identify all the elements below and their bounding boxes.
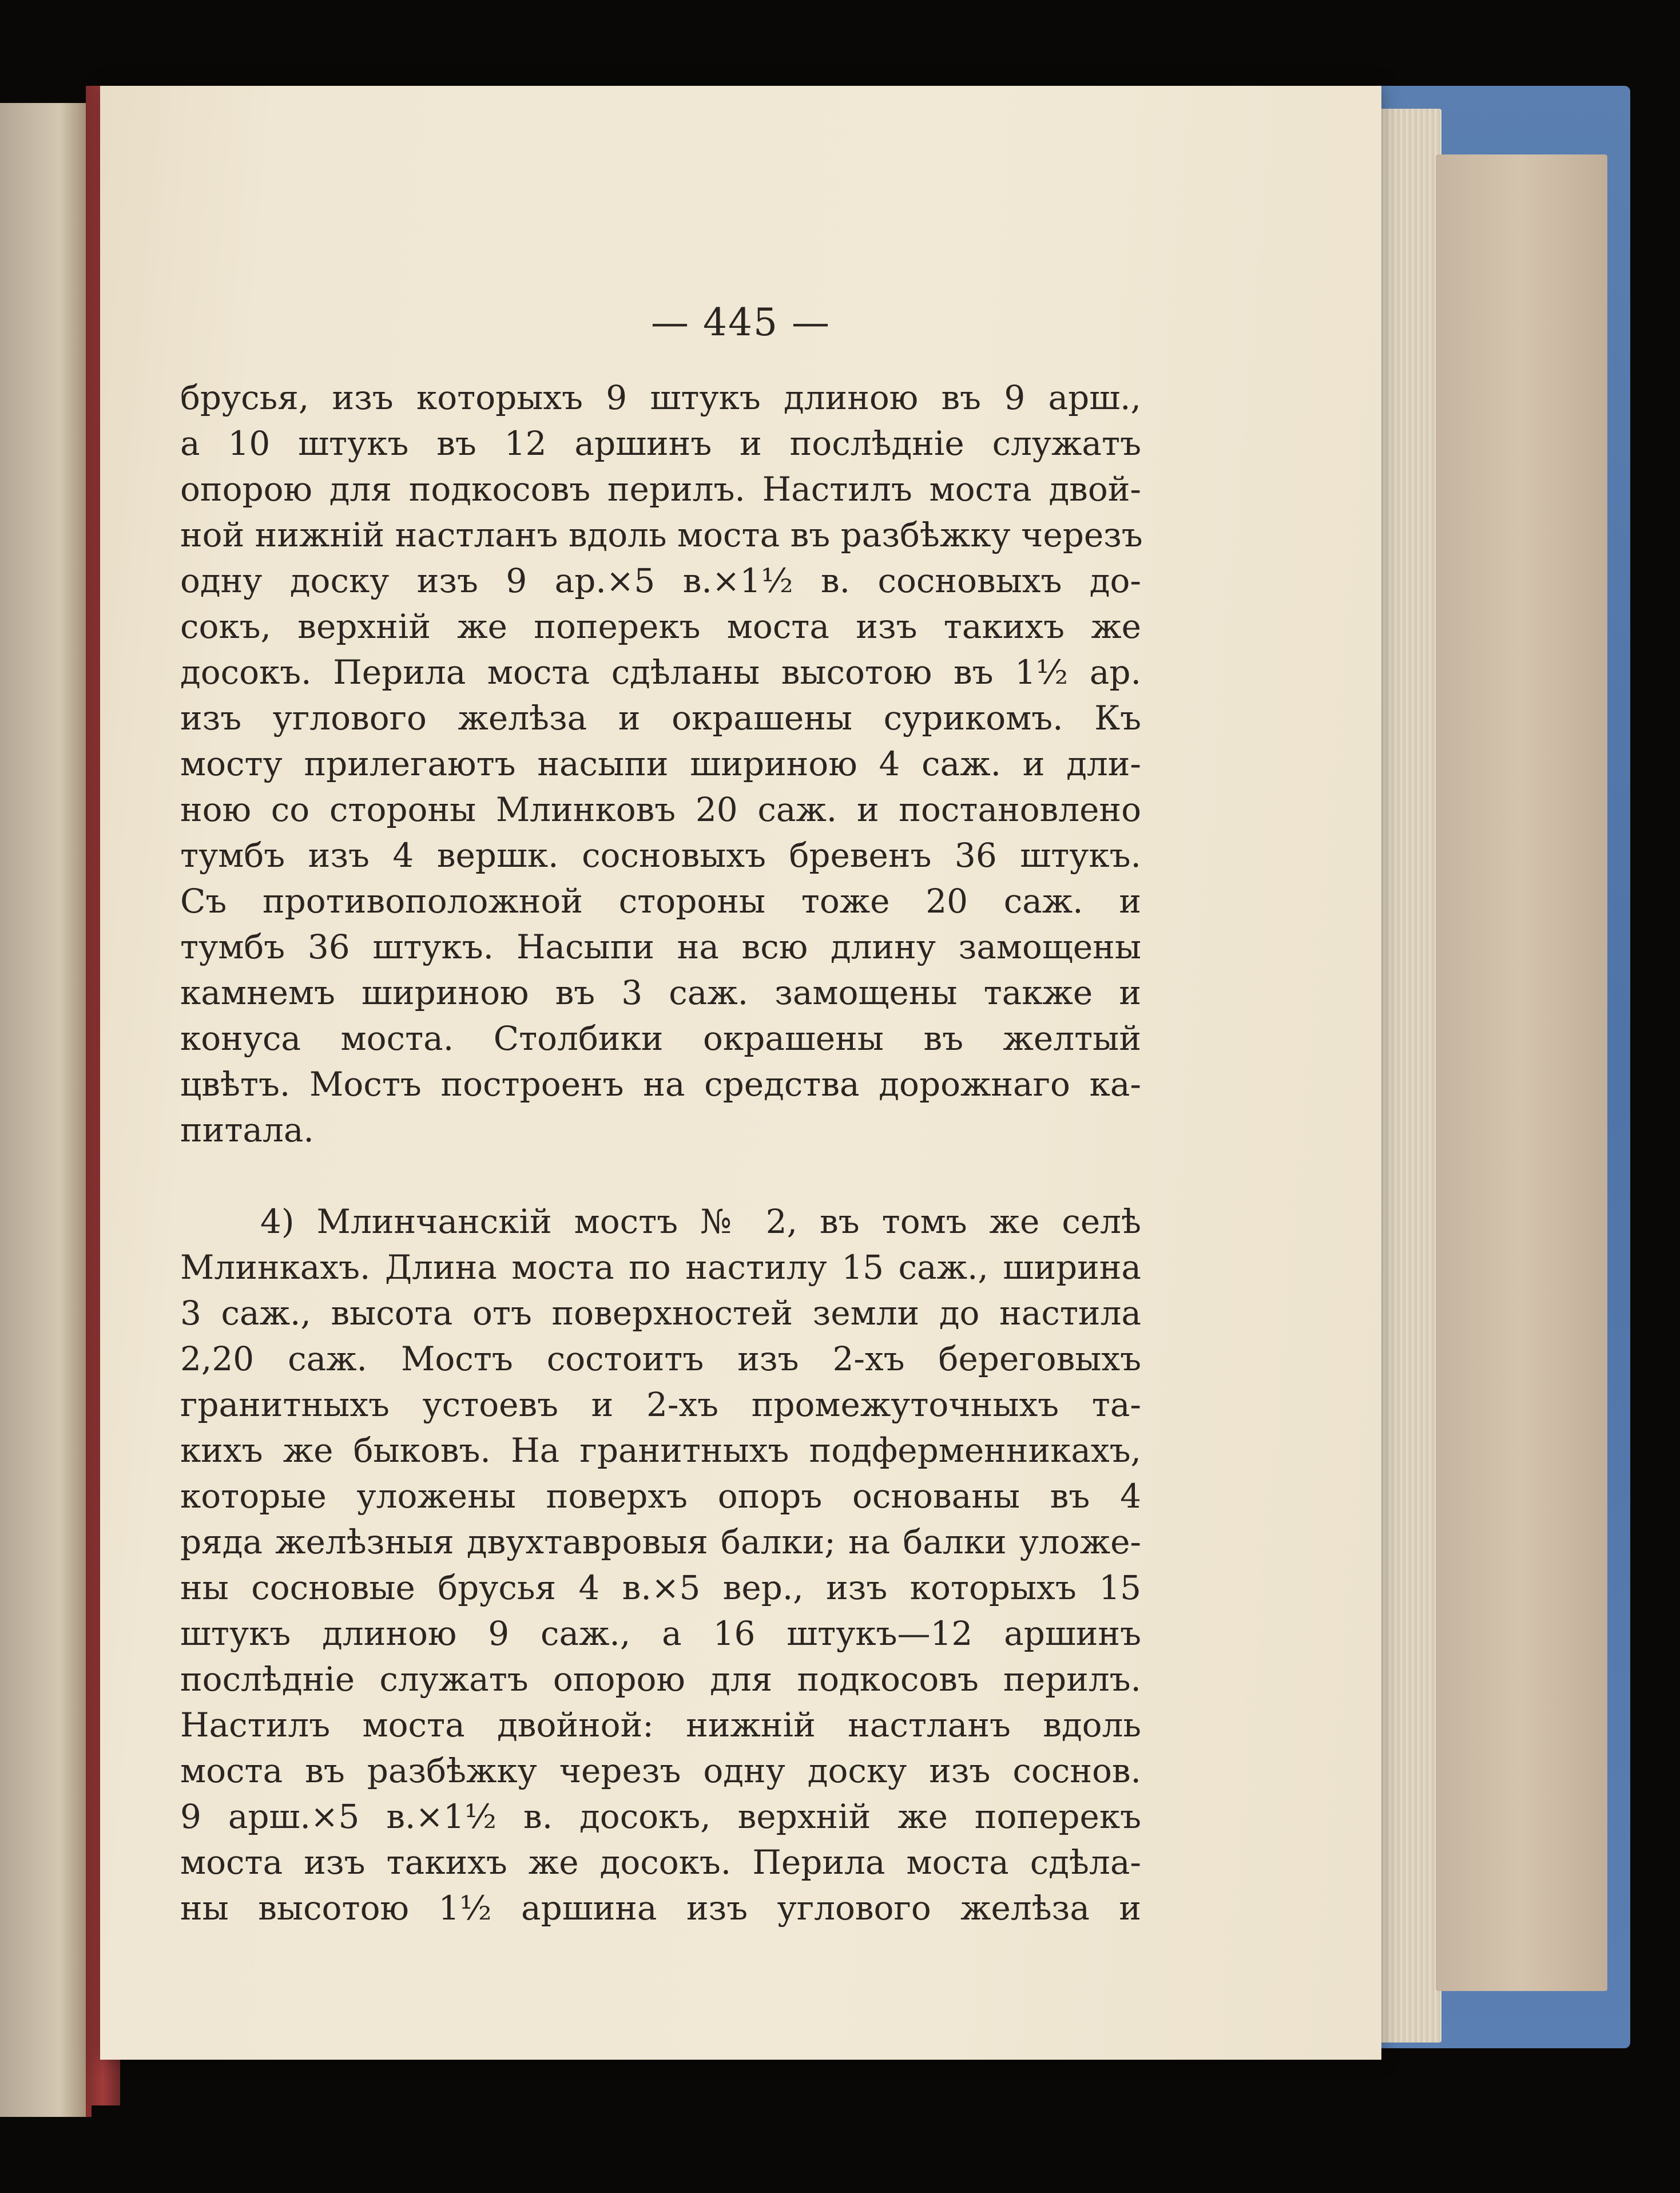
text-line: питала. bbox=[180, 1111, 314, 1149]
paragraph-gap bbox=[180, 1153, 1141, 1199]
paragraph-bridge-2 bbox=[180, 1199, 1141, 1931]
text-line: кихъ же быковъ. На гранитныхъ подферменникахъ, bbox=[180, 1431, 1141, 1470]
text-line: тумбъ 36 штукъ. Насыпи на всю длину замощены bbox=[180, 927, 1141, 966]
text-line: моста въ разбѣжку черезъ одну доску изъ соснов. bbox=[180, 1751, 1141, 1790]
text-line: моста изъ такихъ же досокъ. Перила моста сдѣла- bbox=[180, 1843, 1141, 1882]
left-page-edge bbox=[0, 103, 92, 2117]
text-line: ны сосновые брусья 4 в.×5 вер., изъ которыхъ 15 bbox=[180, 1568, 1141, 1607]
text-line: а 10 штукъ въ 12 аршинъ и послѣдніе служатъ bbox=[180, 424, 1141, 463]
text-line: 3 саж., высота отъ поверхностей земли до настила bbox=[180, 1294, 1141, 1333]
text-line: 4) Млинчанскій мостъ № 2, въ томъ же селѣ bbox=[260, 1202, 1141, 1241]
text-line: штукъ длиною 9 саж., а 16 штукъ—12 аршинъ bbox=[180, 1614, 1141, 1653]
text-line: ны высотою 1½ аршина изъ углового желѣза и bbox=[180, 1889, 1141, 1928]
text-line: 2,20 саж. Мостъ состоитъ изъ 2-хъ береговыхъ bbox=[180, 1339, 1141, 1378]
text-line: которые уложены поверхъ опоръ основаны въ 4 bbox=[180, 1477, 1141, 1516]
text-line: гранитныхъ устоевъ и 2-хъ промежуточныхъ та- bbox=[180, 1385, 1141, 1424]
text-line: конуса моста. Столбики окрашены въ желтый bbox=[180, 1019, 1141, 1058]
text-line: 9 арш.×5 в.×1½ в. досокъ, верхній же поперекъ bbox=[180, 1797, 1141, 1836]
text-line: досокъ. Перила моста сдѣланы высотою въ 1½ ар. bbox=[180, 653, 1141, 692]
text-line: ной нижній настланъ вдоль моста въ разбѣжку черезъ bbox=[180, 515, 1143, 554]
text-line: одну доску изъ 9 ар.×5 в.×1½ в. сосновыхъ до- bbox=[180, 561, 1141, 600]
text-line: Млинкахъ. Длина моста по настилу 15 саж., ширина bbox=[180, 1248, 1141, 1287]
page-number: — 445 — bbox=[651, 300, 831, 344]
text-line: послѣдніе служатъ опорою для подкосовъ перилъ. bbox=[180, 1660, 1141, 1699]
text-line: опорою для подкосовъ перилъ. Настилъ моста двой- bbox=[180, 470, 1141, 509]
text-line: ряда желѣзныя двухтавровыя балки; на балки уложе- bbox=[180, 1522, 1141, 1561]
text-line: Настилъ моста двойной: нижній настланъ вдоль bbox=[180, 1706, 1141, 1744]
text-line: мосту прилегаютъ насыпи шириною 4 саж. и дли- bbox=[180, 744, 1141, 783]
text-line: брусья, изъ которыхъ 9 штукъ длиною въ 9 арш., bbox=[180, 378, 1141, 417]
book-page bbox=[100, 86, 1381, 2060]
text-line: цвѣтъ. Мостъ построенъ на средства дорожнаго ка- bbox=[180, 1065, 1141, 1104]
text-line: Съ противоположной стороны тоже 20 саж. и bbox=[180, 882, 1141, 921]
text-line: тумбъ изъ 4 вершк. сосновыхъ бревенъ 36 штукъ. bbox=[180, 836, 1141, 875]
paragraph-continued bbox=[180, 375, 1141, 1153]
text-line: изъ углового желѣза и окрашены сурикомъ. Къ bbox=[180, 699, 1141, 737]
text-line: камнемъ шириною въ 3 саж. замощены также и bbox=[180, 973, 1141, 1012]
body-text bbox=[180, 375, 1141, 1931]
text-line: сокъ, верхній же поперекъ моста изъ такихъ же bbox=[180, 607, 1141, 646]
text-line: ною со стороны Млинковъ 20 саж. и постановлено bbox=[180, 790, 1141, 829]
endpaper bbox=[1436, 154, 1607, 1991]
